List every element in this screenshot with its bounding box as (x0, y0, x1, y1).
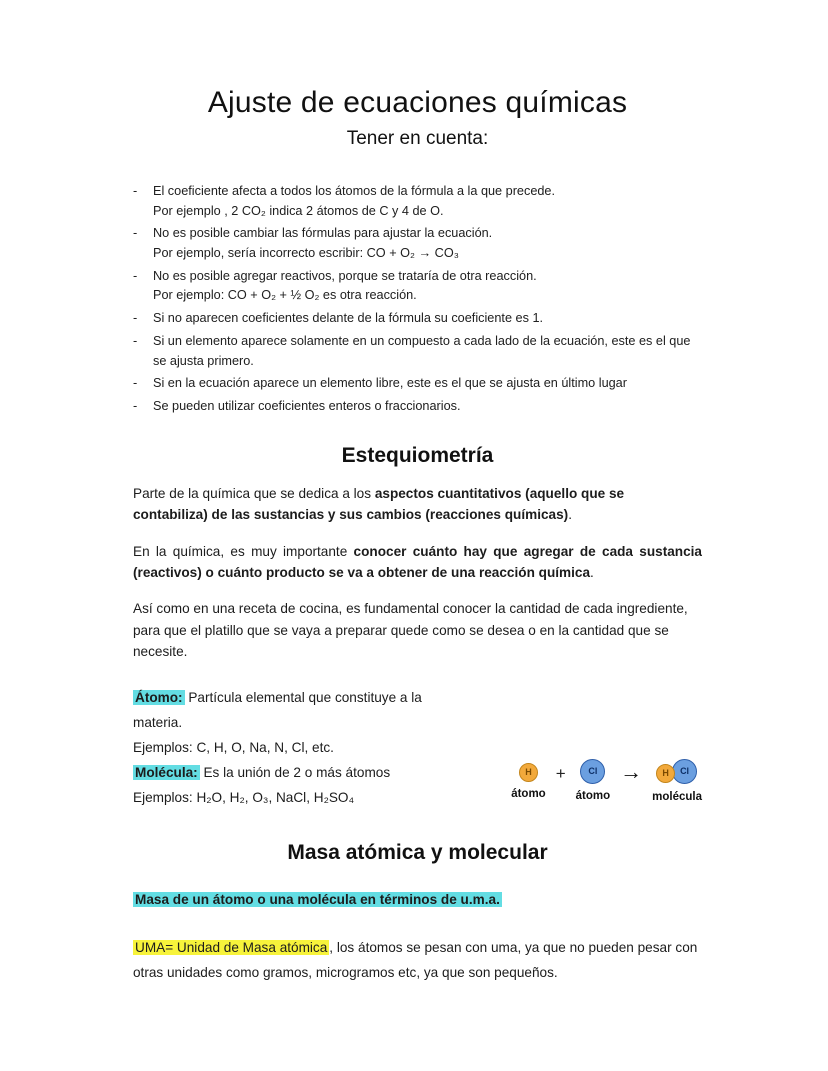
mass-section-heading: Masa atómica y molecular (287, 840, 548, 864)
bullet-dash: - (133, 268, 138, 283)
rule-item (133, 397, 702, 417)
hydrogen-atom-icon: H (519, 763, 538, 782)
rule-example-line: Por ejemplo , 2 CO₂ indica 2 átomos de C y 4 de O. (153, 203, 444, 218)
paragraph-text: Parte de la química que se dedica a los (133, 485, 375, 501)
mass-highlight-line (133, 889, 702, 911)
reaction-diagram (470, 759, 702, 811)
bullet-dash: - (133, 376, 138, 391)
molecule-examples-line: Ejemplos: H₂O, H₂, O₃, NaCl, H₂SO₄ (133, 790, 355, 806)
atom-label: átomo (575, 789, 611, 802)
atom-examples-line: Ejemplos: C, H, O, Na, N, Cl, etc. (133, 740, 334, 756)
rule-line: No es posible agregar reactivos, porque se trataría de otra reacción. (153, 268, 537, 283)
hydrogen-atom-icon: H (656, 764, 675, 783)
page-subtitle: Tener en cuenta: (346, 128, 489, 149)
molecule-group (652, 759, 702, 803)
rule-line: Se pueden utilizar coeficientes enteros o fraccionarios. (153, 398, 461, 413)
rule-item (133, 309, 702, 329)
paragraph-text: . (568, 507, 572, 523)
rule-item (133, 182, 702, 221)
reaction-arrow-icon: → (620, 758, 643, 784)
molecule-definition-text: Es la unión de 2 o más átomos (199, 765, 391, 781)
molecule-icon (656, 759, 698, 785)
chlorine-atom-group (576, 759, 611, 802)
mass-definition-highlight: Masa de un átomo o una molécula en términos de u.m.a. (135, 891, 500, 907)
rule-item (133, 332, 702, 371)
paragraph-text: En la química, es muy importante (133, 543, 354, 559)
bullet-dash: - (133, 226, 138, 241)
uma-paragraph-text: , los átomos se pesan con uma, ya que no pueden pesar con otras unidades como gramos, microgramos etc, ya que son pequeños. (133, 940, 698, 980)
plus-sign: + (555, 763, 566, 783)
atom-label: átomo (511, 787, 546, 800)
rule-line: No es posible cambiar las fórmulas para ajustar la ecuación. (153, 226, 493, 241)
definitions-text-column (133, 685, 470, 811)
molecule-definition-line (133, 760, 470, 785)
paragraph-bold-text: conocer cuánto hay que agregar de cada sustancia (reactivos) o cuánto producto se va a obtener de una reacción química (133, 543, 702, 580)
molecule-label-highlight: Molécula: (135, 765, 198, 781)
reaction-diagram-row (470, 759, 702, 803)
definitions-section (133, 685, 702, 811)
paragraph-text: . (590, 564, 594, 580)
rule-line: Si un elemento aparece solamente en un compuesto a cada lado de la ecuación, este es el que se ajusta primero. (153, 333, 691, 368)
molecule-label: molécula (652, 790, 702, 803)
stoichiometry-paragraph-3: Así como en una receta de cocina, es fundamental conocer la cantidad de cada ingrediente, para que el platillo que se vaya a preparar quede como se desea o en la cantidad que se necesite. (133, 601, 688, 660)
stoichiometry-paragraph-2 (133, 541, 702, 584)
page-title: Ajuste de ecuaciones químicas (207, 86, 628, 119)
paragraph-bold-text: aspectos cuantitativos (aquello que se contabiliza) de las sustancias y sus cambios (reacciones químicas) (133, 485, 625, 523)
bullet-dash: - (133, 311, 138, 326)
rule-example-line: Por ejemplo, sería incorrecto escribir: CO + O₂ → CO₃ (153, 246, 459, 261)
uma-highlight: UMA= Unidad de Masa atómica (135, 940, 328, 956)
rule-example-line: Por ejemplo: CO + O₂ + ½ O₂ es otra reacción. (153, 288, 417, 303)
atom-definition-line (133, 685, 470, 735)
atom-definition-text: Partícula elemental que constituye a la materia. (133, 689, 422, 730)
bullet-dash: - (133, 184, 138, 198)
rule-item (133, 224, 702, 263)
stoichiometry-paragraph-1 (133, 483, 702, 526)
hydrogen-atom-group (511, 759, 546, 800)
rule-line: Si en la ecuación aparece un elemento libre, este es el que se ajusta en último lugar (153, 376, 627, 391)
stoichiometry-heading: Estequiometría (341, 443, 494, 467)
uma-paragraph (133, 936, 702, 985)
rule-item (133, 267, 702, 306)
chlorine-atom-icon: Cl (672, 759, 697, 784)
rule-line: Si no aparecen coeficientes delante de la fórmula su coeficiente es 1. (153, 311, 544, 326)
rule-line: El coeficiente afecta a todos los átomos de la fórmula a la que precede. (153, 184, 556, 198)
rule-item (133, 374, 702, 394)
rules-list (133, 182, 702, 417)
bullet-dash: - (133, 398, 138, 413)
bullet-dash: - (133, 333, 138, 348)
atom-label-highlight: Átomo: (135, 689, 183, 705)
chlorine-atom-icon: Cl (580, 759, 605, 784)
